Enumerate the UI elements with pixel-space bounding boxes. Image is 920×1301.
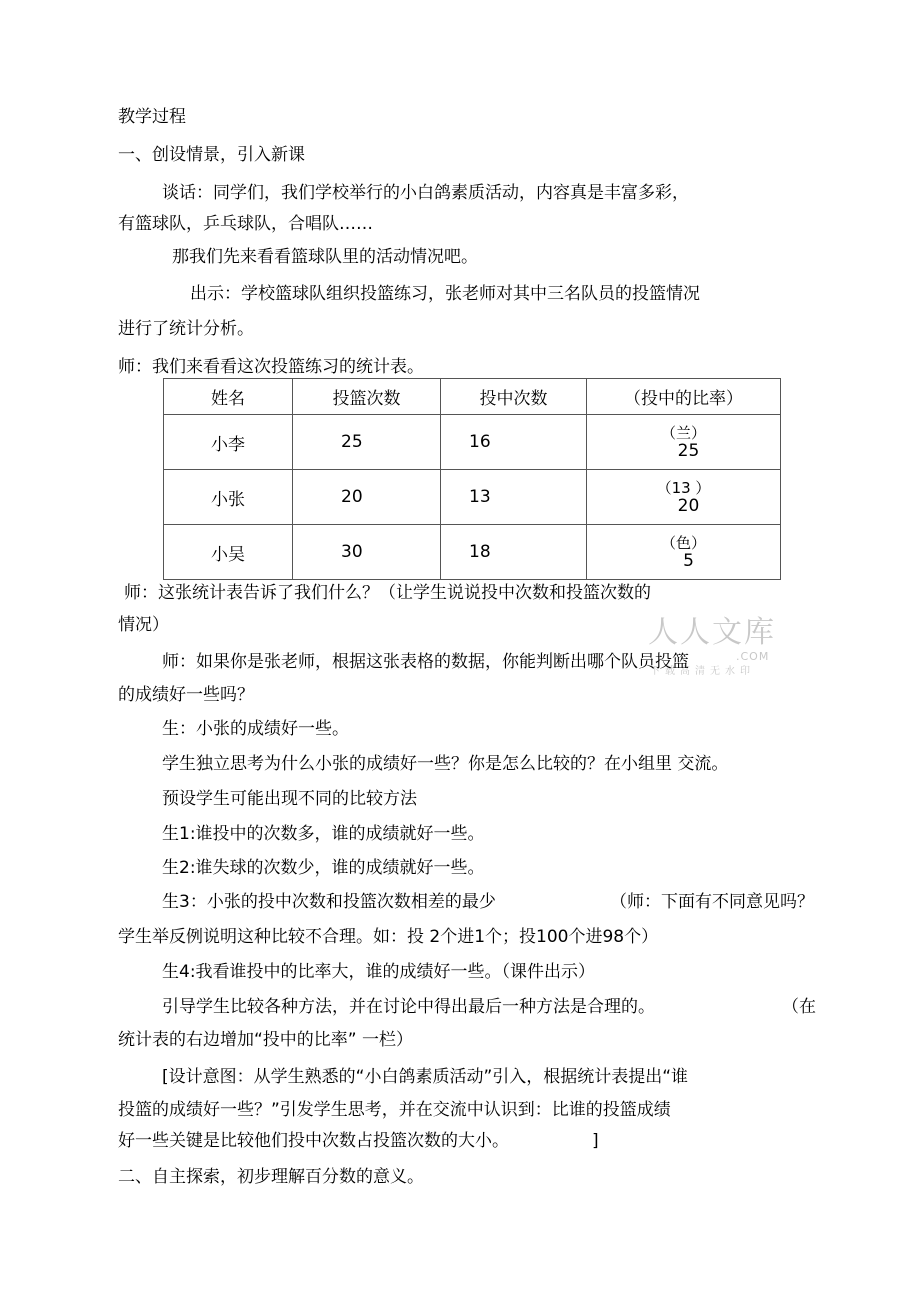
ratio-numerator: （色） — [660, 534, 706, 552]
watermark-url: .COM — [736, 650, 770, 663]
ratio-numerator: （兰） — [660, 424, 706, 442]
section-title-1: 一、创设情景，引入新课 — [118, 145, 305, 165]
ratio-denominator: 20 — [677, 496, 700, 516]
paragraph-show-line-2: 进行了统计分析。 — [118, 319, 254, 339]
cell-ratio — [587, 525, 781, 580]
paragraph-student-3-line-2: 学生举反例说明这种比较不合理。如：投 2个进1个；投100个进98个） — [118, 927, 659, 947]
paragraph-guide: 引导学生比较各种方法，并在讨论中得出最后一种方法是合理的。 — [162, 997, 655, 1017]
paragraph-teacher-judge-line-1: 师：如果你是张老师，根据这张表格的数据，你能判断出哪个队员投篮 — [162, 652, 689, 672]
paragraph-guide-line-2: 统计表的右边增加“投中的比率” 一栏） — [118, 1030, 414, 1050]
ratio-numerator: （13 ） — [656, 479, 711, 497]
header-ratio: （投中的比率） — [587, 379, 781, 415]
watermark-subtitle: 下载高清无水印 — [650, 666, 755, 677]
paragraph-student-answer: 生：小张的成绩好一些。 — [162, 719, 349, 739]
watermark-title: 人人文库 — [648, 615, 776, 650]
paragraph-student-4: 生4:我看谁投中的比率大，谁的成绩好一些。（课件出示） — [162, 962, 596, 982]
ratio-denominator: 5 — [683, 551, 694, 571]
cell-shots: 30 — [293, 525, 441, 580]
watermark — [648, 615, 778, 677]
paragraph-table-question-line-2: 情况） — [118, 615, 169, 635]
header-name: 姓名 — [164, 379, 293, 415]
header-shots: 投篮次数 — [293, 379, 441, 415]
paragraph-show-line-1: 出示：学校篮球队组织投篮练习，张老师对其中三名队员的投篮情况 — [190, 284, 700, 304]
paragraph-table-question-line-1: 师：这张统计表告诉了我们什么？（让学生说说投中次数和投篮次数的 — [124, 583, 651, 603]
paragraph-student-3: 生3：小张的投中次数和投篮次数相差的最少 — [162, 892, 496, 912]
page-heading: 教学过程 — [118, 107, 186, 127]
paragraph-teacher-table-intro: 师：我们来看看这次投篮练习的统计表。 — [118, 357, 424, 377]
cell-name: 小李 — [164, 415, 293, 470]
paragraph-dialogue-line-2: 有篮球队，乒乓球队，合唱队…… — [118, 214, 373, 234]
design-intent-line-3: 好一些关键是比较他们投中次数占投篮次数的大小。 — [118, 1131, 509, 1151]
cell-shots: 25 — [293, 415, 441, 470]
table-header-row — [164, 379, 781, 415]
cell-hits: 18 — [441, 525, 587, 580]
design-intent-line-2: 投篮的成绩好一些？”引发学生思考，并在交流中认识到：比谁的投篮成绩 — [118, 1100, 671, 1120]
paragraph-intro: 那我们先来看看篮球队里的活动情况吧。 — [172, 247, 478, 267]
cell-hits: 16 — [441, 415, 587, 470]
table-row — [164, 415, 781, 470]
table-row — [164, 525, 781, 580]
cell-shots: 20 — [293, 470, 441, 525]
paragraph-dialogue-line-1: 谈话：同学们，我们学校举行的小白鸽素质活动，内容真是丰富多彩， — [162, 183, 689, 203]
cell-ratio — [587, 470, 781, 525]
header-hits: 投中次数 — [441, 379, 587, 415]
paragraph-teacher-judge-line-2: 的成绩好一些吗？ — [118, 685, 254, 705]
paragraph-student-1: 生1:谁投中的次数多，谁的成绩就好一些。 — [162, 824, 485, 844]
cell-ratio — [587, 415, 781, 470]
statistics-table — [163, 378, 781, 580]
ratio-denominator: 25 — [677, 441, 700, 461]
paragraph-methods-intro: 预设学生可能出现不同的比较方法 — [162, 789, 417, 809]
paragraph-student-2: 生2:谁失球的次数少，谁的成绩就好一些。 — [162, 858, 485, 878]
table-row — [164, 470, 781, 525]
paragraph-independent-thinking: 学生独立思考为什么小张的成绩好一些？你是怎么比较的？在小组里 交流。 — [162, 754, 729, 774]
design-intent-line-1: [设计意图：从学生熟悉的“小白鸽素质活动”引入，根据统计表提出“谁 — [162, 1067, 689, 1087]
section-title-2: 二、自主探索，初步理解百分数的意义。 — [118, 1167, 424, 1187]
paragraph-student-3-teacher: （师：下面有不同意见吗？ — [610, 892, 814, 912]
cell-hits: 13 — [441, 470, 587, 525]
cell-name: 小张 — [164, 470, 293, 525]
design-intent-closing-bracket: ] — [592, 1131, 599, 1151]
cell-name: 小吴 — [164, 525, 293, 580]
paragraph-guide-aside: （在 — [782, 997, 816, 1017]
